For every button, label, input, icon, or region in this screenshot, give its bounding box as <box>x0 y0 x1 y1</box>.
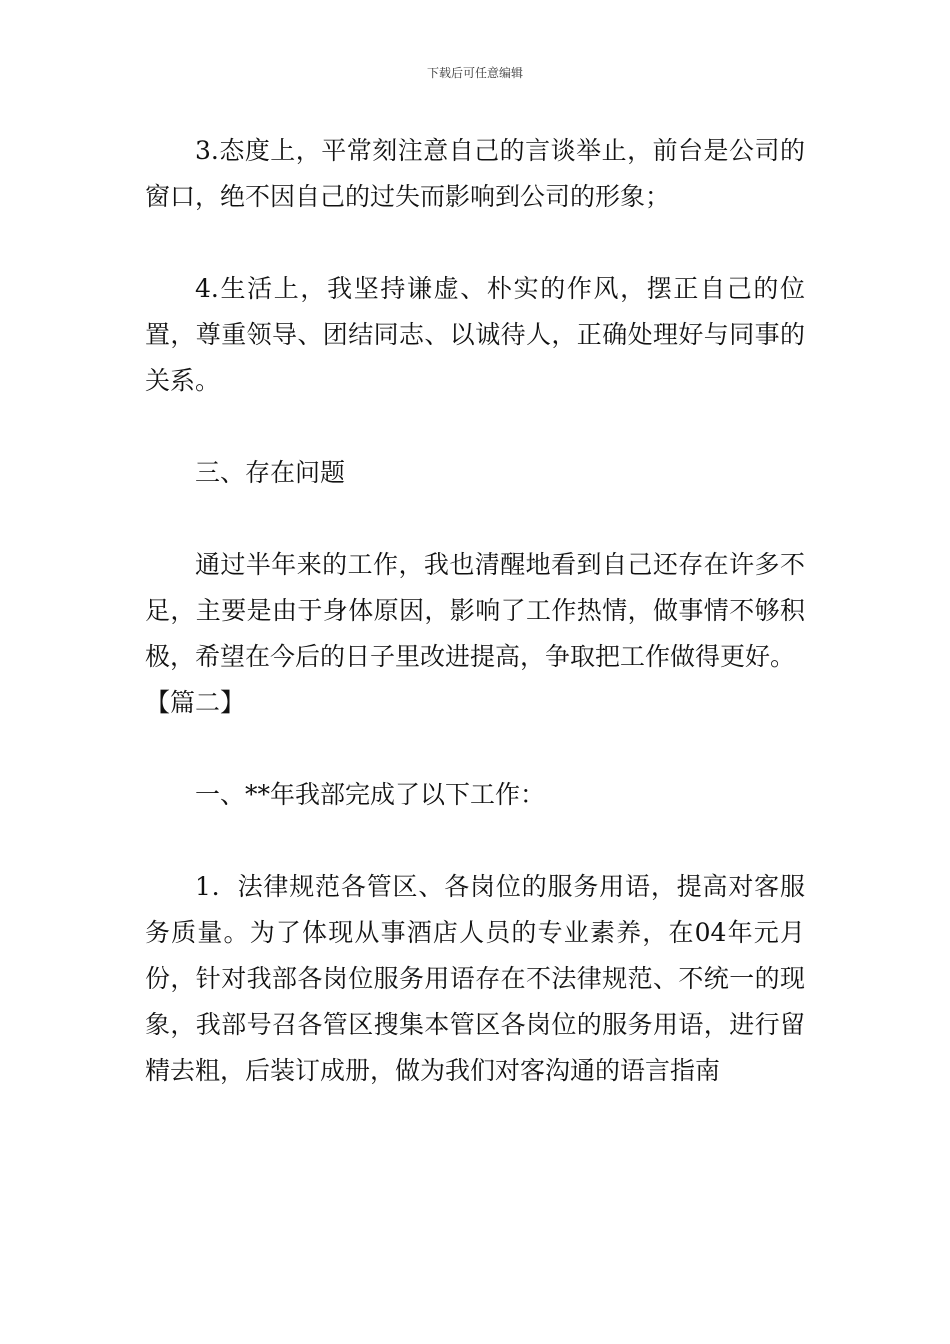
paragraph-attitude: 3.态度上，平常刻注意自己的言谈举止，前台是公司的窗口，绝不因自己的过失而影响到公司的形象； <box>145 136 805 211</box>
paragraph-service-language: 1．法律规范各管区、各岗位的服务用语，提高对客服务质量。为了体现从事酒店人员的专业素养，在04年元月份，针对我部各岗位服务用语存在不法律规范、不统一的现象，我部号召各管区搜集本管区各岗位的服务用语，进行留精去粗，后装订成册，做为我们对客沟通的语言指南 <box>145 872 805 1085</box>
page-header: 下载后可任意编辑 <box>426 66 523 80</box>
paragraph-problems: 通过半年来的工作，我也清醒地看到自己还存在许多不足，主要是由于身体原因，影响了工作热情，做事情不够积极，希望在今后的日子里改进提高，争取把工作做得更好。 <box>145 550 805 671</box>
document-body <box>145 128 805 1094</box>
section-heading-problems: 三、存在问题 <box>195 458 346 487</box>
chapter-heading-part-two: 【篇二】 <box>145 688 246 717</box>
section-heading-work-done: 一、**年我部完成了以下工作： <box>195 780 546 809</box>
paragraph-life: 4.生活上，我坚持谦虚、朴实的作风，摆正自己的位置，尊重领导、团结同志、以诚待人，正确处理好与同事的关系。 <box>145 274 805 395</box>
